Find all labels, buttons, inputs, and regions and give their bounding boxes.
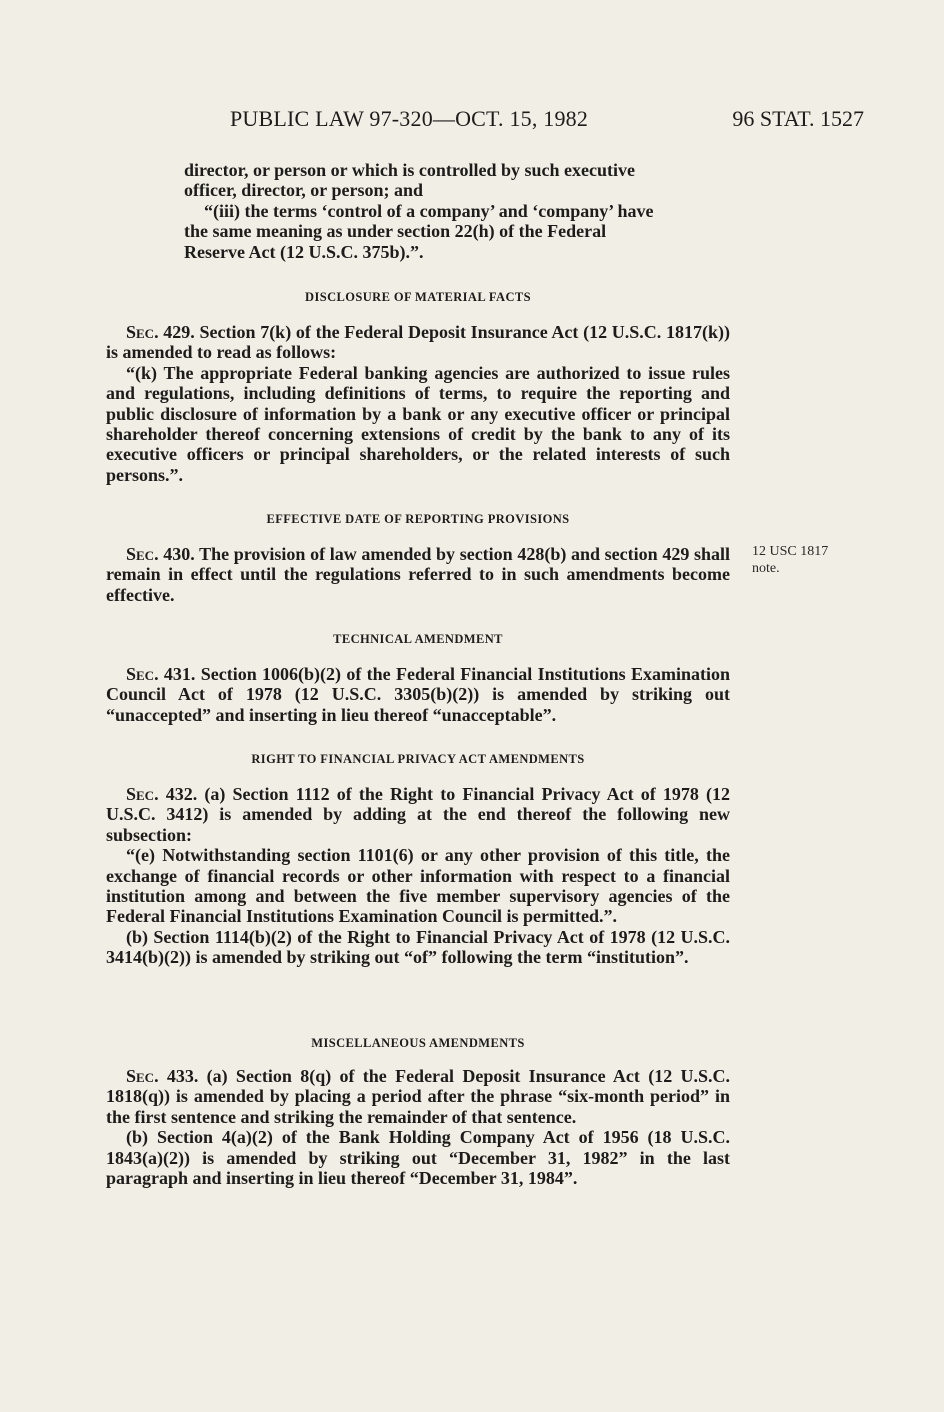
section-431	[106, 664, 730, 725]
section-heading: DISCLOSURE OF MATERIAL FACTS	[305, 290, 531, 304]
section-text: 431. Section 1006(b)(2) of the Federal Financial Institutions Examination Council Act of 1978 (12 U.S.C. 3305(b)(2)) is amended by striking out “unaccepted” and inserting in lieu thereof “unacceptable”.	[106, 664, 730, 725]
continuation-block	[106, 160, 730, 262]
section-430	[106, 544, 730, 605]
section-heading: MISCELLANEOUS AMENDMENTS	[311, 1036, 525, 1050]
section-paragraph: “(e) Notwithstanding section 1101(6) or any other provision of this title, the exchange of financial records or other information with respect to a financial institution among and between the five member supervisory agencies of the Federal Financial Institutions Examination Council is permitted.”.	[106, 845, 730, 927]
sec-label: Sec.	[126, 322, 159, 342]
continuation-line: the same meaning as under section 22(h) of the Federal	[184, 221, 607, 242]
section-text: 432. (a) Section 1112 of the Right to Financial Privacy Act of 1978 (12 U.S.C. 3412) is amended by adding at the end thereof the following new subsection:	[106, 784, 730, 845]
section-heading: EFFECTIVE DATE OF REPORTING PROVISIONS	[266, 512, 570, 526]
continuation-line: Reserve Act (12 U.S.C. 375b).”.	[184, 241, 424, 262]
margin-note-citation: 12 USC 1817	[752, 544, 829, 559]
section-paragraph	[106, 664, 730, 725]
sec-label: Sec.	[126, 544, 159, 564]
section-paragraph	[106, 784, 730, 845]
margin-note	[752, 543, 862, 577]
running-head	[0, 106, 944, 136]
section-paragraph: (b) Section 1114(b)(2) of the Right to Financial Privacy Act of 1978 (12 U.S.C. 3414(b)(2)) is amended by striking out “of” following the term “institution”.	[106, 926, 730, 968]
section-heading: TECHNICAL AMENDMENT	[333, 632, 503, 646]
continuation-line: officer, director, or person; and	[184, 180, 423, 201]
running-head-page-number: 96 STAT. 1527	[732, 106, 864, 131]
continuation-line: director, or person or which is controlled by such executive	[184, 160, 635, 180]
section-paragraph: (b) Section 4(a)(2) of the Bank Holding Company Act of 1956 (18 U.S.C. 1843(a)(2)) is amended by striking out “December 31, 1982” in the last paragraph and inserting in lieu thereof “December 31, 1984”.	[106, 1127, 730, 1189]
section-paragraph	[106, 544, 730, 605]
section-paragraph	[106, 1066, 730, 1127]
running-head-title: PUBLIC LAW 97-320—OCT. 15, 1982	[230, 106, 589, 131]
sec-label: Sec.	[126, 664, 159, 684]
section-text: 429. Section 7(k) of the Federal Deposit Insurance Act (12 U.S.C. 1817(k)) is amended to read as follows:	[106, 322, 730, 363]
section-paragraph: “(k) The appropriate Federal banking agencies are authorized to issue rules and regulations, including definitions of terms, to require the reporting and public disclosure of information by a bank or any executive officer or principal shareholder thereof concerning extensions of credit by the bank to any of its executive officers or principal shareholders, or the related interests of such persons.”.	[106, 362, 730, 485]
section-text: 433. (a) Section 8(q) of the Federal Deposit Insurance Act (12 U.S.C. 1818(q)) is amended by placing a period after the phrase “six-month period” in the first sentence and striking the remainder of that sentence.	[106, 1066, 730, 1127]
section-433	[106, 1066, 730, 1188]
section-429	[106, 322, 730, 485]
margin-note-label: note.	[752, 561, 780, 576]
continuation-line: “(iii) the terms ‘control of a company’ and ‘company’ have	[204, 200, 654, 221]
section-432	[106, 784, 730, 968]
section-heading: RIGHT TO FINANCIAL PRIVACY ACT AMENDMENTS	[251, 752, 585, 766]
sec-label: Sec.	[126, 1066, 159, 1086]
section-paragraph	[106, 322, 730, 363]
section-text: 430. The provision of law amended by section 428(b) and section 429 shall remain in effect until the regulations referred to in such amendments become effective.	[106, 544, 730, 605]
sec-label: Sec.	[126, 784, 159, 804]
